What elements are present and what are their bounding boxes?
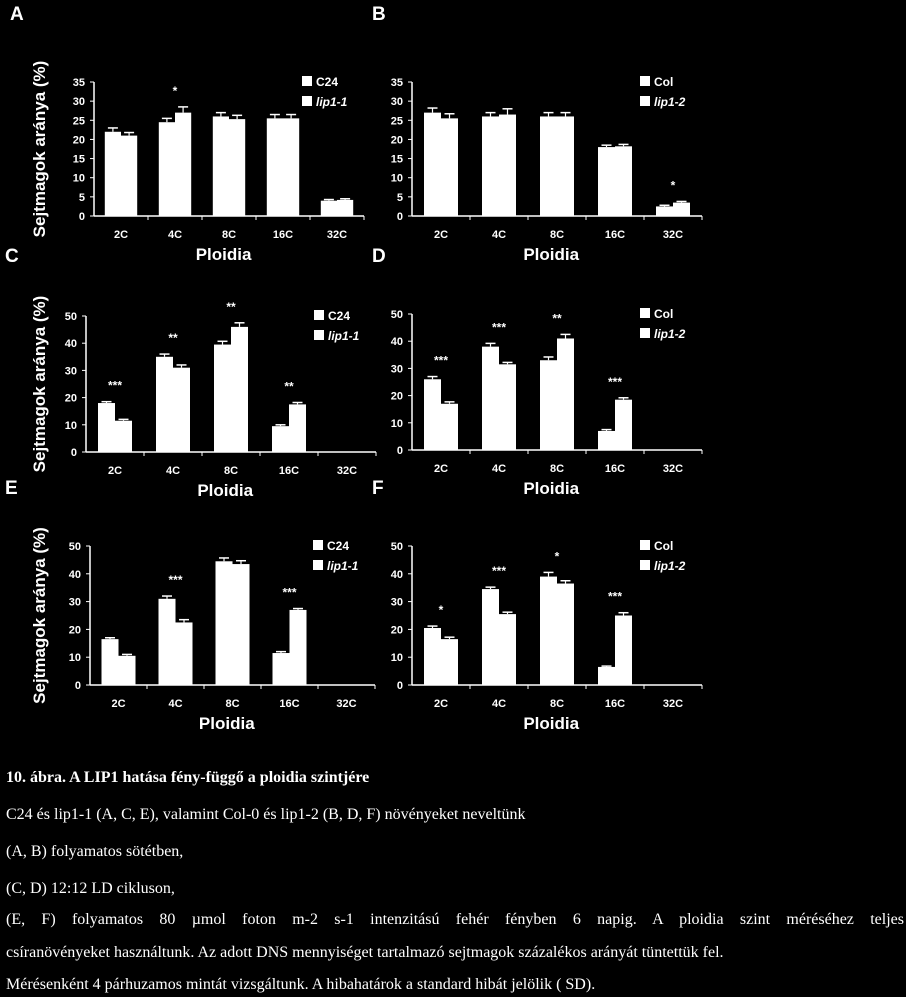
significance-marker: ** (226, 299, 236, 314)
y-tick-label: 35 (390, 77, 403, 89)
bar-control (273, 653, 290, 685)
y-tick-label: 20 (72, 134, 85, 147)
y-tick-label: 30 (390, 96, 403, 109)
bar-control (105, 132, 121, 216)
legend-swatch (313, 540, 323, 550)
x-tick-label: 8C (549, 229, 565, 241)
significance-marker: ** (168, 331, 178, 346)
x-axis-label: Ploidia (523, 714, 580, 733)
significance-marker: *** (607, 589, 623, 604)
y-tick-label: 0 (396, 680, 403, 692)
y-tick-label: 30 (68, 596, 81, 609)
y-tick-label: 10 (72, 172, 85, 185)
y-tick-label: 50 (68, 541, 81, 553)
bar-control (424, 113, 441, 216)
chart-panel-d (372, 246, 702, 498)
x-tick-label: 8C (223, 465, 239, 477)
legend-label: C24 (327, 539, 350, 553)
bar-control (159, 122, 175, 216)
bar-mutant (557, 584, 574, 685)
caption-line-2: (A, B) folyamatos sötétben, (6, 843, 184, 860)
chart-panel-b (372, 4, 702, 264)
legend-swatch (640, 96, 650, 106)
x-tick-label: 16C (604, 463, 626, 475)
x-tick-label: 2C (113, 229, 129, 241)
x-tick-label: 2C (107, 465, 123, 477)
chart-panel-a (10, 4, 364, 264)
legend-label: lip1-1 (327, 559, 359, 573)
figure-caption-title: 10. ábra. A LIP1 hatása fény-függő a ploidia szintjére (6, 769, 370, 786)
x-axis-label: Ploidia (195, 245, 252, 264)
y-tick-label: 0 (74, 680, 81, 692)
legend-label: lip1-1 (316, 95, 348, 109)
legend-label: lip1-1 (328, 329, 360, 343)
y-tick-label: 50 (390, 309, 403, 321)
y-tick-label: 35 (72, 77, 85, 89)
bar-control (213, 116, 229, 216)
legend-swatch (640, 308, 650, 318)
bar-mutant (176, 622, 193, 685)
bar-control (482, 347, 499, 450)
bar-control (598, 431, 615, 450)
bar-mutant (290, 610, 307, 685)
x-tick-label: 32C (662, 229, 684, 241)
y-tick-label: 10 (64, 419, 77, 432)
bar-mutant (175, 113, 191, 216)
significance-marker: *** (491, 320, 507, 335)
x-tick-label: 4C (491, 698, 507, 710)
x-tick-label: 16C (604, 229, 626, 241)
panel-letter: E (5, 478, 18, 499)
x-tick-label: 16C (279, 698, 300, 710)
bar-mutant (233, 564, 250, 685)
y-tick-label: 15 (72, 153, 85, 166)
chart-panel-f (372, 478, 702, 733)
bar-control (482, 589, 499, 685)
y-tick-label: 10 (390, 172, 403, 185)
significance-marker: * (670, 178, 676, 193)
y-tick-label: 30 (64, 365, 77, 378)
caption-line-1: C24 és lip1-1 (A, C, E), valamint Col-0 és lip1-2 (B, D, F) növényeket neveltünk (6, 806, 526, 823)
legend-label: lip1-2 (654, 559, 686, 573)
significance-marker: * (554, 549, 560, 564)
legend-swatch (314, 330, 324, 340)
y-tick-label: 40 (390, 336, 403, 349)
legend-swatch (314, 310, 324, 320)
bar-mutant (283, 118, 299, 216)
x-tick-label: 2C (433, 463, 449, 475)
x-axis-label: Ploidia (198, 714, 255, 733)
bar-control (267, 118, 283, 216)
x-tick-label: 8C (221, 229, 237, 241)
x-tick-label: 32C (326, 229, 348, 241)
legend-label: C24 (328, 309, 351, 323)
legend-label: Col (654, 75, 674, 89)
bar-mutant (231, 327, 248, 452)
significance-marker: *** (168, 573, 183, 588)
legend-label: Col (654, 307, 674, 321)
caption-line-5: csíranövényeket használtunk. Az adott DNS mennyiséget tartalmazó sejtmagok százalékos arányát tüntettük fel. (6, 944, 724, 961)
y-axis-label: Sejtmagok aránya (%) (30, 295, 49, 473)
legend-label: lip1-2 (654, 327, 686, 341)
legend-label: lip1-2 (654, 95, 686, 109)
x-tick-label: 4C (167, 229, 183, 241)
panel-letter: B (372, 4, 386, 25)
y-tick-label: 25 (390, 115, 403, 128)
bar-mutant (229, 119, 245, 216)
x-tick-label: 4C (491, 229, 507, 241)
y-tick-label: 10 (390, 417, 403, 430)
x-tick-label: 32C (336, 698, 357, 710)
x-tick-label: 2C (433, 229, 449, 241)
x-tick-label: 4C (491, 463, 507, 475)
bar-control (540, 577, 557, 685)
y-tick-label: 10 (68, 652, 81, 665)
chart-panel-e (5, 478, 375, 733)
bar-control (159, 599, 176, 685)
legend-swatch (640, 560, 650, 570)
x-tick-label: 8C (225, 698, 240, 710)
y-tick-label: 20 (64, 392, 77, 405)
caption-line-4: (E, F) folyamatos 80 µmol foton m-2 s-1 intenzitású fehér fényben 6 napig. A ploidia szint méréséhez teljes (6, 911, 904, 928)
legend-label: Col (654, 539, 674, 553)
bar-mutant (615, 400, 632, 450)
y-tick-label: 0 (396, 445, 403, 457)
significance-marker: *** (107, 378, 123, 393)
legend-swatch (302, 96, 312, 106)
y-tick-label: 0 (396, 211, 403, 223)
legend-swatch (313, 560, 323, 570)
y-tick-label: 10 (390, 652, 403, 665)
caption-line-6: Mérésenként 4 párhuzamos mintát vizsgáltunk. A hibahatárok a standard hibát jelölik ( SD). (6, 976, 596, 993)
panel-letter: C (5, 246, 19, 267)
bar-mutant (441, 404, 458, 450)
significance-marker: *** (282, 585, 297, 600)
bar-control (424, 379, 441, 450)
y-tick-label: 30 (72, 96, 85, 109)
bar-mutant (499, 115, 516, 216)
x-tick-label: 32C (662, 698, 684, 710)
legend-swatch (302, 76, 312, 86)
y-tick-label: 30 (390, 363, 403, 376)
y-tick-label: 0 (70, 447, 77, 459)
legend-swatch (640, 76, 650, 86)
bar-mutant (441, 118, 458, 216)
y-tick-label: 40 (64, 338, 77, 351)
y-tick-label: 20 (390, 134, 403, 147)
bar-control (598, 147, 615, 216)
y-tick-label: 0 (78, 211, 85, 223)
bar-control (540, 116, 557, 216)
bar-mutant (121, 136, 137, 216)
panel-letter: D (372, 246, 386, 267)
x-tick-label: 8C (549, 698, 565, 710)
bar-mutant (499, 364, 516, 450)
significance-marker: *** (607, 374, 623, 389)
bar-control (272, 426, 289, 452)
bar-mutant (615, 146, 632, 216)
y-tick-label: 25 (72, 115, 85, 128)
x-tick-label: 2C (433, 698, 449, 710)
x-tick-label: 16C (604, 698, 626, 710)
bar-control (216, 561, 233, 685)
bar-control (540, 360, 557, 450)
y-tick-label: 20 (68, 624, 81, 637)
significance-marker: ** (284, 379, 294, 394)
x-axis-label: Ploidia (197, 481, 254, 500)
x-tick-label: 4C (168, 698, 183, 710)
y-tick-label: 5 (78, 191, 85, 204)
x-tick-label: 8C (549, 463, 565, 475)
bar-mutant (173, 368, 190, 452)
bar-mutant (557, 116, 574, 216)
bar-mutant (119, 656, 136, 685)
significance-marker: * (438, 603, 444, 618)
y-tick-label: 40 (68, 568, 81, 581)
significance-marker: *** (433, 353, 449, 368)
panel-letter: F (372, 478, 384, 499)
legend-label: C24 (316, 75, 339, 89)
y-tick-label: 20 (390, 624, 403, 637)
bar-mutant (441, 639, 458, 685)
legend-swatch (640, 540, 650, 550)
significance-marker: * (172, 83, 178, 98)
bar-mutant (115, 421, 132, 452)
y-axis-label: Sejtmagok aránya (%) (30, 527, 49, 704)
x-tick-label: 16C (278, 465, 300, 477)
caption-line-3: (C, D) 12:12 LD cikluson, (6, 880, 175, 897)
bar-control (156, 357, 173, 452)
x-axis-label: Ploidia (523, 479, 580, 498)
x-tick-label: 2C (111, 698, 126, 710)
panel-letter: A (10, 4, 24, 25)
chart-panel-c (5, 246, 376, 500)
bar-control (321, 201, 337, 216)
bar-control (102, 639, 119, 685)
bar-control (424, 628, 441, 685)
bar-mutant (673, 203, 690, 216)
bar-control (214, 345, 231, 452)
bar-mutant (557, 338, 574, 450)
bar-control (482, 116, 499, 216)
significance-marker: ** (552, 311, 562, 326)
x-tick-label: 32C (336, 465, 358, 477)
y-tick-label: 30 (390, 596, 403, 609)
x-axis-label: Ploidia (523, 245, 580, 264)
significance-marker: *** (491, 564, 507, 579)
y-tick-label: 15 (390, 153, 403, 166)
bar-control (98, 403, 115, 452)
bar-mutant (615, 616, 632, 686)
y-tick-label: 20 (390, 390, 403, 403)
bar-mutant (499, 614, 516, 685)
x-tick-label: 4C (165, 465, 181, 477)
y-tick-label: 50 (390, 541, 403, 553)
bar-mutant (337, 200, 353, 216)
legend-swatch (640, 328, 650, 338)
y-axis-label: Sejtmagok aránya (%) (30, 60, 49, 238)
y-tick-label: 5 (396, 191, 403, 204)
bar-mutant (289, 404, 306, 452)
x-tick-label: 16C (272, 229, 294, 241)
x-tick-label: 32C (662, 463, 684, 475)
y-tick-label: 40 (390, 568, 403, 581)
bar-control (656, 206, 673, 216)
bar-control (598, 667, 615, 685)
y-tick-label: 50 (64, 311, 77, 323)
